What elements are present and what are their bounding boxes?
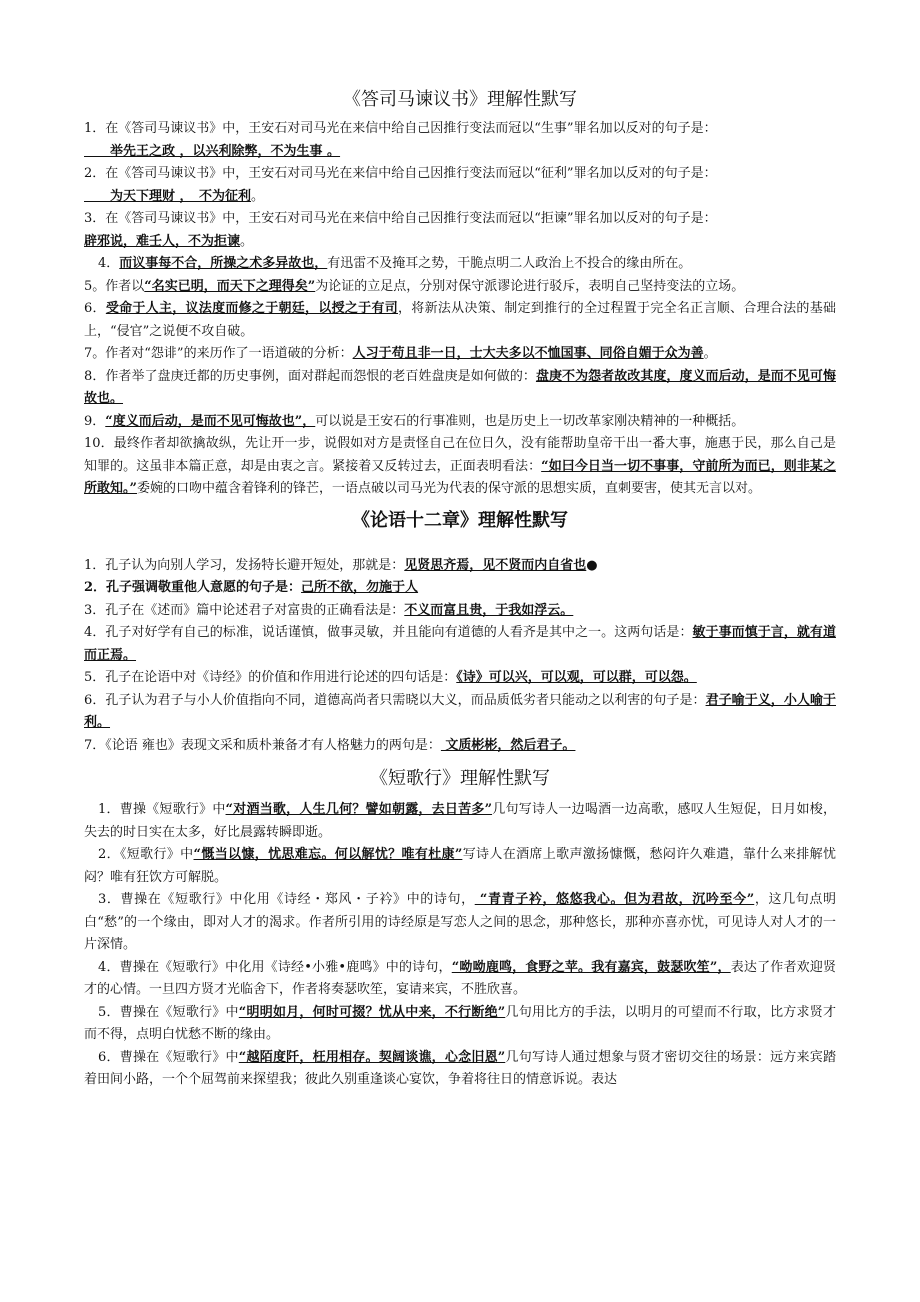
question-3	[84, 600, 836, 623]
question-text: 1．在《答司马谏议书》中，王安石对司马光在来信中给自己因推行变法而冠以“生事”罪名加以反对的句子是：	[84, 121, 717, 136]
answer: “呦呦鹿鸣，食野之苹。我有嘉宾，鼓瑟吹笙”，	[451, 959, 731, 975]
question-text: 4．孔子对好学有自己的标准，说话谨慎，做事灵敏，并且能向有道德的人看齐是其中之一。这两句话是：	[84, 625, 693, 640]
question-tail: 为论证的立足点，分别对保守派谬论进行驳斥，表明自己坚持变法的立场。	[315, 278, 745, 294]
question-text: 10．最终作者却欲擒故纵，先让开一步，说假如对方是责怪自己在位日久，没有能帮助皇帝干出一番大事，施惠于民，那么自己是知罪的。这虽非本篇正意，却是由衷之言。紧接着又反转过去，正面表明看法：	[84, 436, 836, 474]
answer: 敏于事而慎于言，就有道而正焉。	[84, 625, 836, 663]
question-2	[84, 577, 836, 600]
question-4	[84, 622, 836, 667]
question-tail: 表达了作者欢迎贤才的心情。一旦四方贤才光临舍下，作者将奏瑟吹笙，宴请来宾，不胜欣喜。	[84, 959, 836, 997]
answer: 举先王之政 ，以兴利除弊，不为生事 。	[84, 143, 341, 159]
question-text: 3．孔子在《述而》篇中论述君子对富贵的正确看法是：	[84, 602, 405, 618]
answer: 见贤思齐焉，见不贤而内自省也	[404, 557, 587, 573]
answer: “名实已明，而天下之理得矣”	[144, 278, 316, 294]
question-text: 7．《论语 雍也》表现文采和质朴兼备才有人格魅力的两句是：	[84, 737, 441, 753]
section-title-duangexing: 《短歌行》理解性默写	[370, 768, 550, 789]
question-tail: 。	[703, 346, 717, 361]
question-2	[84, 163, 836, 208]
question-text: 3．曹操在《短歌行》中化用《诗经・郑风・子衿》中的诗句，	[98, 892, 475, 907]
question-1	[84, 118, 836, 163]
question-tail: 几句用比方的手法，以明月的可望而不行取，比方求贤才而不得，点明白忧愁不断的缘由。	[84, 1004, 836, 1042]
question-tail: 有迅雷不及掩耳之势，干脆点明二人政治上不投合的缘由所在。	[327, 256, 692, 271]
answer: “度义而后动，是而不见可悔故也”，	[105, 413, 316, 429]
question-text: 6．孔子认为君子与小人价值指向不同，道德高尚者只需晓以大义，而品质低劣者只能动之以利害的句子是：	[84, 692, 706, 708]
answer: 不义而富且贵，于我如浮云。	[404, 602, 574, 618]
question-7	[84, 735, 836, 758]
answer: “对酒当歌，人生几何？譬如朝露，去日苦多”	[225, 802, 493, 817]
question-6	[84, 1047, 836, 1092]
question-text: 6．	[84, 301, 106, 316]
question-text: 1．孔子认为向别人学习，发扬特长避开短处，那就是：	[84, 557, 405, 573]
question-text: 2．孔子强调敬重他人意愿的句子是：	[84, 580, 302, 595]
question-tail: 写诗人在酒席上歌声激扬慷慨，愁闷许久难遣，靠什么来排解忧闷？唯有狂饮方可解脱。	[84, 847, 836, 885]
answer: “越陌度阡，枉用相存。契阔谈谯，心念旧恩”	[238, 1049, 506, 1065]
question-text: 5。作者以	[84, 278, 145, 294]
answer: 辟邪说，难壬人，不为拒谏	[84, 233, 241, 249]
question-4	[84, 253, 836, 276]
question-6	[84, 298, 836, 343]
question-text: 2．《短歌行》中	[98, 847, 194, 862]
question-tail: 。	[240, 233, 254, 249]
document-page	[84, 88, 836, 1092]
question-9	[84, 411, 836, 434]
question-5	[84, 276, 836, 299]
question-text: 7。作者对“怨诽”的来历作了一语道破的分析：	[84, 346, 353, 361]
question-6	[84, 690, 836, 735]
answer: “青青子衿，悠悠我心。但为君故，沉吟至今”	[474, 892, 755, 907]
answer: 《诗》可以兴，可以观，可以群，可以怨。	[456, 670, 697, 685]
question-tail: ，这几句点明白“愁”的一个缘由，即对人才的渴求。作者所引用的诗经原是写恋人之间的思念，那种悠长，那种亦喜亦忧，可见诗人对人才的一片深情。	[84, 892, 836, 952]
answer: 盘庚不为怨者故改其度，度义而后动，是而不见可悔故也。	[84, 368, 836, 406]
answer: “如曰今日当一切不事事，守前所为而已，则非某之所敢知。”	[84, 458, 836, 496]
question-3	[84, 889, 836, 957]
answer: 文质彬彬，然后君子。	[440, 737, 576, 753]
question-text: 9．	[84, 413, 106, 429]
question-1	[84, 799, 836, 844]
question-tail: ，将新法从决策、制定到推行的全过程置于完全名正言顺、合理合法的基础上，“侵官”之说便不攻自破。	[84, 301, 836, 339]
bullet-mark: ●	[586, 557, 598, 573]
answer: 受命于人主，议法度而修之于朝廷，以授之于有司	[105, 301, 399, 316]
question-10	[84, 433, 836, 501]
question-text: 5．曹操在《短歌行》中	[98, 1004, 239, 1020]
question-tail: 。	[251, 188, 265, 204]
question-text: 8．作者举了盘庚迁都的历史事例，面对群起而怨恨的老百姓盘庚是如何做的：	[84, 368, 536, 384]
question-text: 2．在《答司马谏议书》中，王安石对司马光在来信中给自己因推行变法而冠以“征利”罪名加以反对的句子是：	[84, 166, 717, 181]
section-title-dasima: 《答司马谏议书》理解性默写	[343, 89, 577, 110]
question-tail: 几句写诗人一边喝酒一边高歌，感叹人生短促，日月如梭，失去的时日实在太多，好比晨露转瞬即逝。	[84, 802, 836, 840]
answer: 人习于苟且非一日，士大夫多以不恤国事、同俗自媚于众为善	[352, 346, 704, 361]
question-tail: 几句写诗人通过想象与贤才密切交往的场景：远方来宾踏着田间小路，一个个屈驾前来探望我；彼此久别重逢谈心宴饮，争着将往日的情意诉说。表达	[84, 1049, 836, 1087]
question-5	[84, 1002, 836, 1047]
question-4	[84, 957, 836, 1002]
answer: 为天下理财 ， 不为征利	[84, 188, 252, 204]
question-7	[84, 343, 836, 366]
question-2	[84, 844, 836, 889]
question-3	[84, 208, 836, 253]
answer: “慨当以慷，忧思难忘。何以解忧？唯有杜康”	[193, 847, 463, 862]
answer: 而议事每不合，所操之术多异故也，	[119, 256, 328, 271]
question-1	[84, 555, 836, 578]
question-8	[84, 366, 836, 411]
question-text: 1．曹操《短歌行》中	[98, 802, 226, 817]
question-text: 6．曹操在《短歌行》中	[98, 1049, 239, 1065]
answer: 己所不欲，勿施于人	[301, 580, 419, 595]
question-text: 4．曹操在《短歌行》中化用《诗经•小雅•鹿鸣》中的诗句，	[98, 959, 452, 975]
question-5	[84, 667, 836, 690]
answer: 君子喻于义，小人喻于利。	[84, 692, 836, 730]
question-tail: 可以说是王安石的行事准则，也是历史上一切改革家刚决精神的一种概括。	[315, 413, 745, 429]
answer: “明明如月，何时可掇？忧从中来，不行断绝”	[238, 1004, 506, 1020]
section-title-lunyu: 《论语十二章》理解性默写	[352, 509, 568, 531]
question-text: 4．	[98, 256, 120, 271]
question-text: 5．孔子在论语中对《诗经》的价值和作用进行论述的四句话是：	[84, 670, 457, 685]
question-tail: 委婉的口吻中蕴含着锋利的锋芒，一语点破以司马光为代表的保守派的思想实质，直刺要害，使其无言以对。	[136, 481, 761, 496]
question-text: 3．在《答司马谏议书》中，王安石对司马光在来信中给自己因推行变法而冠以“拒谏”罪名加以反对的句子是：	[84, 211, 717, 226]
